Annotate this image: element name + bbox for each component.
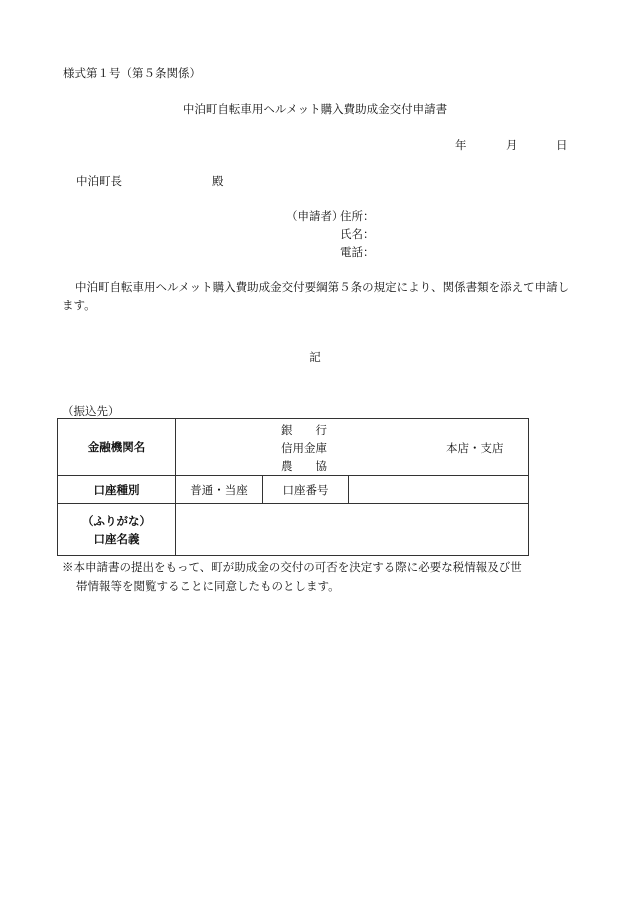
date-month-label: 月 <box>506 138 518 152</box>
institution-value-cell[interactable] <box>176 419 529 476</box>
furigana-label: （ふりがな） <box>82 513 151 528</box>
applicant-label: （申請者） <box>286 209 344 223</box>
transfer-heading: （振込先） <box>62 404 120 418</box>
account-type-options: 普通・当座 <box>190 482 248 497</box>
consent-note-line1: ※本申請書の提出をもって、町が助成金の交付の可否を決定する際に必要な税情報及び世 <box>62 560 522 574</box>
consent-note-line2: 帯情報等を閲覧することに同意したものとします。 <box>76 579 340 593</box>
holder-row <box>58 504 529 556</box>
institution-label: 金融機関名 <box>87 440 146 454</box>
addressee-name: 中泊町長 <box>76 174 122 188</box>
application-statement: 中泊町自転車用ヘルメット購入費助成金交付要綱第５条の規定により、関係書類を添えて申請します。 <box>62 280 570 312</box>
account-number-value-cell[interactable] <box>349 476 529 504</box>
document-title: 中泊町自転車用ヘルメット購入費助成金交付申請書 <box>182 102 448 116</box>
agri-coop-option: 農 協 <box>281 459 327 473</box>
branch-option: 本店・支店 <box>446 441 504 455</box>
phone-label: 電話： <box>340 245 375 259</box>
date-year-label: 年 <box>455 138 467 152</box>
institution-label-cell <box>58 419 176 476</box>
bank-option: 銀 行 <box>281 423 327 437</box>
holder-value-cell[interactable] <box>176 504 529 556</box>
holder-label-cell <box>58 504 176 556</box>
consent-note <box>62 558 582 596</box>
institution-row <box>58 419 529 476</box>
account-type-label: 口座種別 <box>93 482 140 497</box>
address-label: 住所： <box>340 209 375 223</box>
account-number-label-cell <box>263 476 349 504</box>
credit-union-option: 信用金庫 <box>281 441 327 455</box>
bank-transfer-table <box>57 418 529 556</box>
date-day-label: 日 <box>556 138 568 152</box>
account-number-label: 口座番号 <box>282 482 329 497</box>
name-label: 氏名： <box>340 227 375 241</box>
account-type-options-cell[interactable] <box>176 476 263 504</box>
addressee-honorific: 殿 <box>212 174 224 188</box>
holder-label: 口座名義 <box>93 531 140 546</box>
account-type-label-cell <box>58 476 176 504</box>
form-number: 様式第１号（第５条関係） <box>63 66 201 80</box>
account-type-row <box>58 476 529 504</box>
record-label: 記 <box>309 350 321 364</box>
